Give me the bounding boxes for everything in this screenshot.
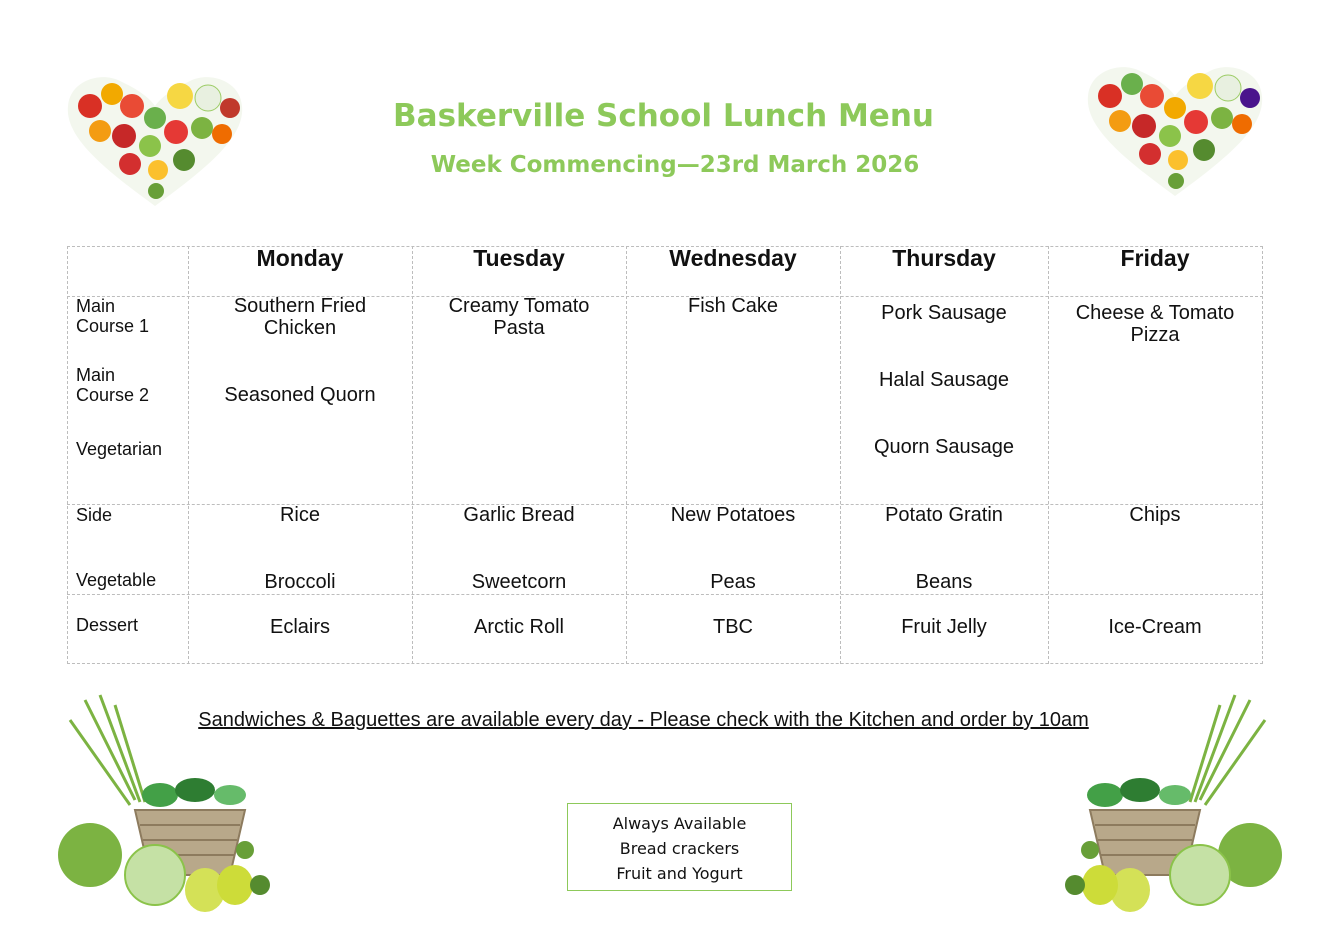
thursday-vegetarian: Quorn Sausage	[873, 436, 1015, 458]
always-available-heading: Always Available	[612, 814, 747, 833]
day-header-monday: Monday	[256, 245, 344, 271]
always-available-item: Bread crackers	[619, 839, 740, 858]
grid-line	[67, 246, 68, 664]
thursday-dessert: Fruit Jelly	[901, 616, 987, 638]
monday-dessert: Eclairs	[269, 616, 330, 638]
always-available-item: Fruit and Yogurt	[616, 864, 743, 883]
wednesday-main-course-1: Fish Cake	[687, 295, 779, 317]
day-header-thursday: Thursday	[892, 245, 996, 271]
day-header-wednesday: Wednesday	[669, 245, 797, 271]
monday-side: Rice	[279, 504, 320, 526]
monday-main-course-2: Seasoned Quorn	[224, 384, 376, 406]
always-available-box	[567, 803, 792, 891]
grid-line	[1262, 246, 1263, 664]
wednesday-vegetable: Peas	[710, 571, 756, 593]
thursday-main-course-1: Pork Sausage	[881, 302, 1007, 324]
row-label-main-course-2: Main Course 2	[76, 365, 150, 405]
lunch-menu-table	[67, 246, 1263, 664]
day-header-friday: Friday	[1120, 245, 1190, 271]
friday-dessert: Ice-Cream	[1108, 616, 1202, 638]
wednesday-dessert: TBC	[713, 616, 753, 638]
page-title: Baskerville School Lunch Menu	[393, 98, 934, 134]
friday-main-course-1: Cheese & Tomato Pizza	[1075, 302, 1235, 346]
tuesday-vegetable: Sweetcorn	[471, 571, 567, 593]
row-label-main-course-1: Main Course 1	[76, 296, 150, 336]
fruit-vegetable-heart-image	[1080, 56, 1270, 206]
sandwich-note: Sandwiches & Baguettes are available every day - Please check with the Kitchen and order by 10am	[198, 709, 1089, 731]
wednesday-side: New Potatoes	[670, 504, 796, 526]
thursday-main-course-2: Halal Sausage	[878, 369, 1010, 391]
row-label-dessert: Dessert	[76, 615, 139, 635]
tuesday-side: Garlic Bread	[463, 504, 575, 526]
grid-line	[67, 594, 1263, 595]
row-label-side: Side	[76, 505, 113, 525]
fruit-vegetable-heart-image	[60, 66, 250, 216]
tuesday-dessert: Arctic Roll	[473, 616, 564, 638]
monday-vegetable: Broccoli	[264, 571, 336, 593]
page-subtitle: Week Commencing—23rd March 2026	[430, 152, 920, 178]
grid-line	[67, 663, 1263, 664]
day-header-tuesday: Tuesday	[473, 245, 565, 271]
row-label-vegetable: Vegetable	[76, 570, 157, 590]
thursday-vegetable: Beans	[915, 571, 973, 593]
tuesday-main-course-1: Creamy Tomato Pasta	[448, 295, 590, 339]
thursday-side: Potato Gratin	[885, 504, 1003, 526]
monday-main-course-1: Southern Fried Chicken	[233, 295, 367, 339]
row-label-vegetarian: Vegetarian	[76, 439, 163, 459]
friday-side: Chips	[1129, 504, 1181, 526]
